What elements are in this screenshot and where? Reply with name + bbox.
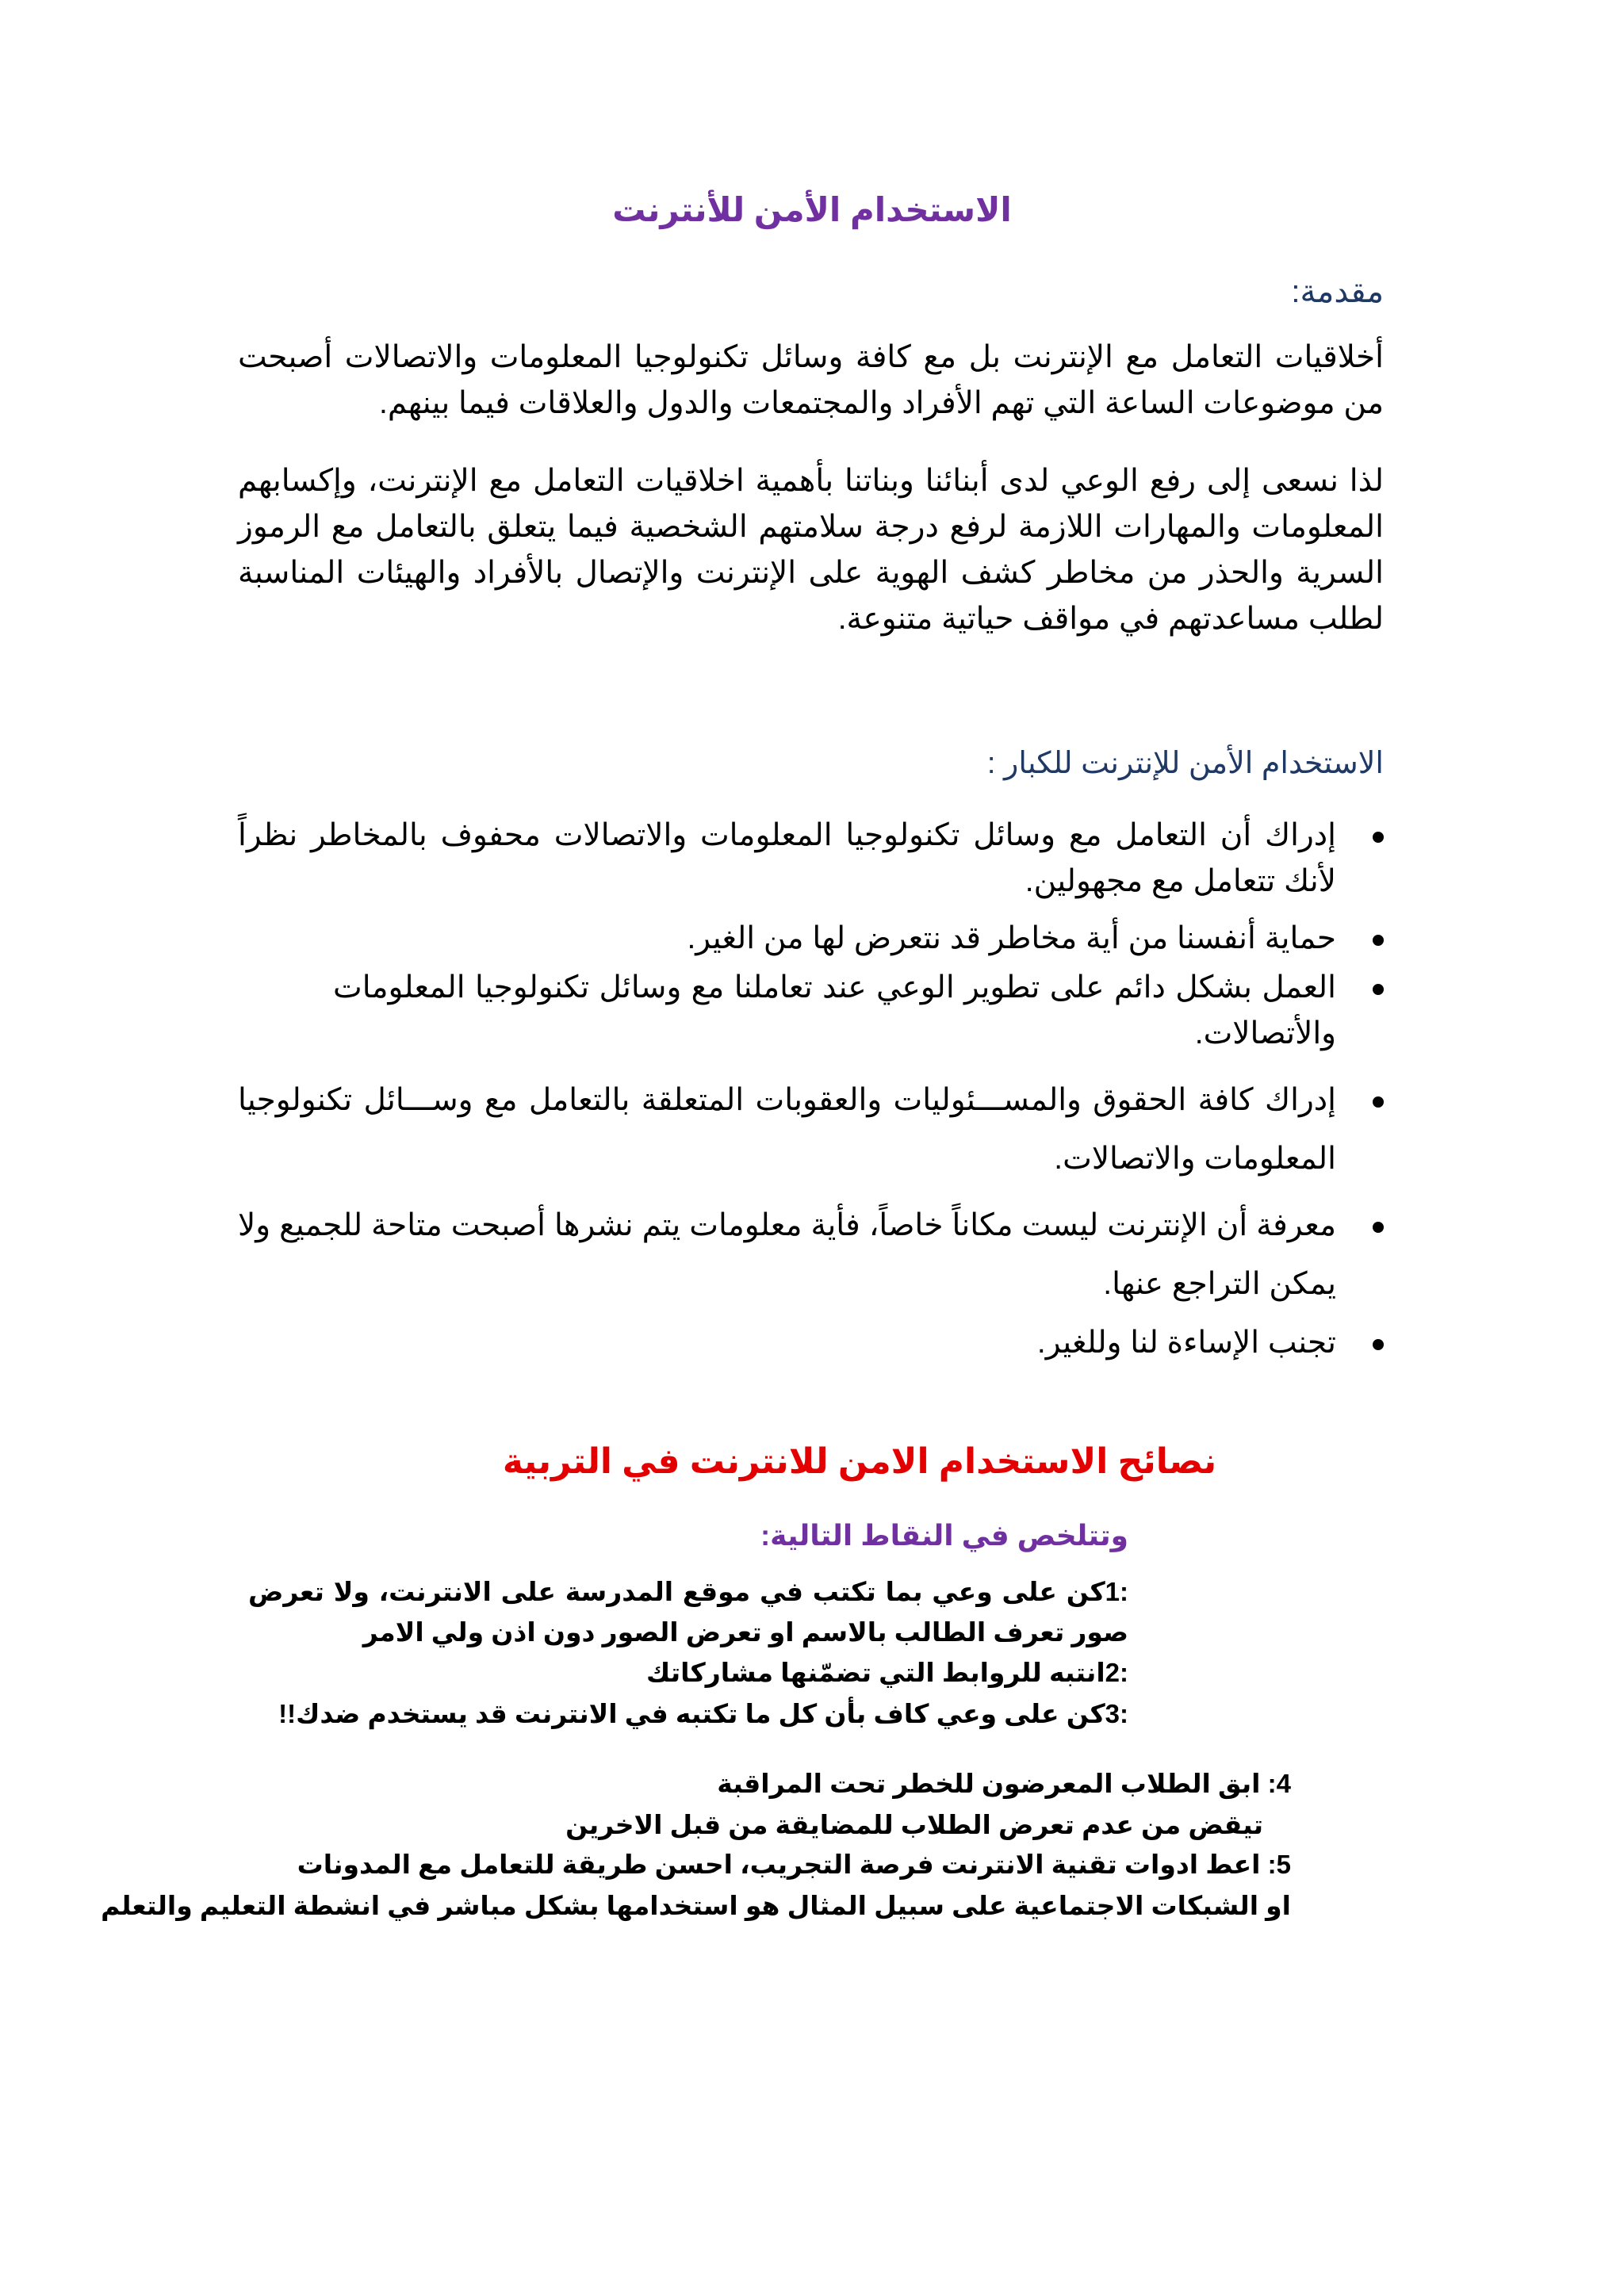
list-item-text: تجنب الإساءة لنا وللغير.: [1036, 1326, 1336, 1360]
list-item: [238, 1320, 1384, 1366]
list-item: [238, 1071, 1384, 1188]
intro-paragraph-2: لذا نسعى إلى رفع الوعي لدى أبنائنا وبناتنا بأهمية اخلاقيات التعامل مع الإنترنت، وإكسابهم المعلومات والمهارات اللازمة لرفع درجة سلامتهم الشخصية فيما يتعلق بالتعامل مع الرموز السرية والحذر من مخاطر كشف الهوية على الإنترنت والإتصال بالأفراد والهيئات المناسبة لطلب مساعدتهم في مواقف حياتية متنوعة.: [238, 464, 1384, 636]
bullet-icon: [1373, 935, 1384, 946]
list-item-text: العمل بشكل دائم على تطوير الوعي عند تعاملنا مع وسائل تكنولوجيا المعلومات والأتصالات.: [333, 970, 1336, 1050]
education-tip-4: 4: ابق الطلاب المعرضون للخطر تحت المراقبة: [717, 1769, 1291, 1798]
page-title: الاستخدام الأمن للأنترنت: [612, 191, 1012, 228]
education-tip-3: :3كن على وعي كاف بأن كل ما تكتبه في الانترنت قد يستخدم ضدك!!: [278, 1699, 1128, 1728]
list-item: [238, 916, 1384, 962]
list-item-text: إدراك كافة الحقوق والمســـئوليات والعقوبات المتعلقة بالتعامل مع وســـائل تكنولوجيا المعلومات والاتصالات.: [238, 1083, 1336, 1176]
education-tip-5: 5: اعط ادوات تقنية الانترنت فرصة التجريب، احسن طريقة للتعامل مع المدونات: [297, 1850, 1291, 1879]
list-item: [238, 1196, 1384, 1314]
education-tip-5-detail: او الشبكات الاجتماعية على سبيل المثال هو استخدامها بشكل مباشر في انشطة التعليم والتعلم: [101, 1891, 1291, 1920]
intro-heading: مقدمة:: [1291, 274, 1384, 309]
education-tip-2: :2انتبه للروابط التي تضمّنها مشاركاتك: [646, 1658, 1128, 1687]
education-tips-subtitle: وتتلخص في النقاط التالية:: [760, 1519, 1128, 1552]
list-item-text: حماية أنفسنا من أية مخاطر قد نتعرض لها من الغير.: [687, 921, 1336, 955]
bullet-icon: [1373, 1096, 1384, 1108]
intro-paragraph-1: أخلاقيات التعامل مع الإنترنت بل مع كافة وسائل تكنولوجيا المعلومات والاتصالات أصبحت من موضوعات الساعة التي تهم الأفراد والمجتمعات والدول والعلاقات فيما بينهم.: [238, 340, 1384, 420]
list-item-text: إدراك أن التعامل مع وسائل تكنولوجيا المعلومات والاتصالات محفوف بالمخاطر نظراً لأنك تتعامل مع مجهولين.: [238, 818, 1336, 898]
bullet-icon: [1373, 832, 1384, 843]
list-item: [238, 965, 1384, 1057]
adults-bullet-list: [238, 813, 1384, 1366]
list-item-text: معرفة أن الإنترنت ليست مكاناً خاصاً، فأية معلومات يتم نشرها أصبحت متاحة للجميع ولا يمكن التراجع عنها.: [238, 1208, 1336, 1301]
education-tip-4-detail: تيقض من عدم تعرض الطلاب للمضايقة من قبل الاخرين: [565, 1810, 1263, 1839]
bullet-icon: [1373, 1222, 1384, 1233]
adults-heading: الاستخدام الأمن للإنترنت للكبار :: [986, 747, 1384, 780]
education-tips-title: نصائح الاستخدام الامن للانترنت في التربية: [502, 1442, 1217, 1481]
education-tip-1: :1كن على وعي بما تكتب في موقع المدرسة على الانترنت، ولا تعرض صور تعرف الطالب بالاسم او تعرض الصور دون اذن ولي الامر: [248, 1577, 1128, 1647]
bullet-icon: [1373, 984, 1384, 995]
bullet-icon: [1373, 1339, 1384, 1350]
list-item: [238, 813, 1384, 905]
